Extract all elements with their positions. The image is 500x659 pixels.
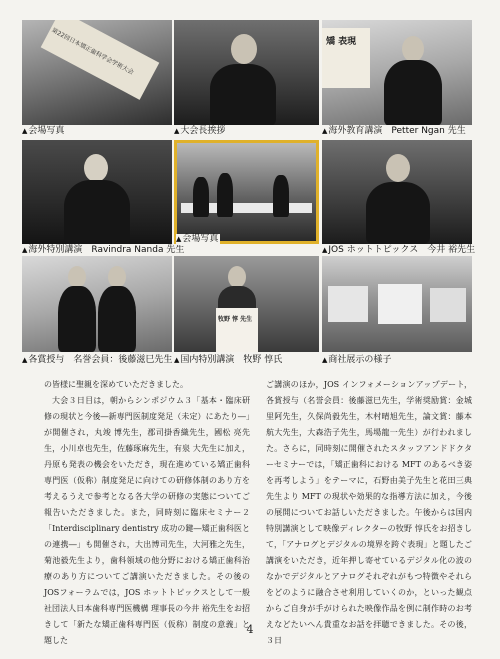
venue-banner	[41, 20, 160, 100]
imai-head	[386, 154, 410, 182]
photo-cell-nanda	[22, 140, 185, 260]
exhibit-booth-2	[378, 284, 422, 324]
body-left-p1: の皆様に聖親を深めていただきました。	[44, 380, 188, 389]
caption-award: ▲各賞授与 名誉会員：後藤滋巳先生	[22, 355, 173, 365]
makino-podium-text: 牧野 惇 先生	[218, 316, 253, 323]
caption-ngan: ▲海外教育講演 Petter Ngan 先生	[322, 126, 466, 136]
body-column-left	[44, 377, 250, 649]
nanda-body	[64, 180, 130, 244]
hall-person-2	[217, 173, 233, 217]
ngan-photo	[322, 20, 472, 125]
award-photo	[22, 256, 172, 352]
award-person-2	[98, 286, 136, 352]
nanda-head	[84, 154, 108, 182]
photo-cell-makino	[174, 256, 319, 376]
president-body	[210, 64, 276, 125]
makino-head	[228, 266, 246, 288]
hall-person-3	[273, 175, 289, 217]
body-right-p1: ご講演のほか，JOS インフォメーションアップデート，各賞授与（名誉会員：後藤滋巳先生，学術奨励賞：金城里阿先生，久保尚毅先生，木村晴旭先生，論文賞：藤本航大先生，大森浩子先生，馬場龍一先生）が行われました。さらに，同時刻に開催されたスタッフアンドドクターセミナーでは，「矯正歯科における MFT のあるべき姿を再考しよう」をテーマに，石野由美子先生と花田三典先生より MFT の現状や効果的な指導方法に加え，今後の展開についてお話しいただきました。午後からは国内特別講演として映像ディレクターの牧野 惇氏をお招きして，「アナログとデジタルの境界を跨ぐ表現」と題したご講演をいただき，近年押し寄せているデジタル化の波のなかでデジタルとアナログそれぞれがもつ特徴やそれらをどのように融合させ利用していくのか，といった観点からご自身が手がけられた映像作品を例に制作時のお考えなどたいへん貴重なお話を拝聴できました。その後，３日	[266, 380, 472, 645]
photo-cell-venue	[22, 20, 172, 140]
makino-photo	[174, 256, 319, 352]
photo-cell-imai	[322, 140, 476, 260]
award-head-1	[68, 266, 86, 288]
award-head-2	[108, 266, 126, 288]
ngan-screen	[322, 28, 370, 88]
caption-hall: ▲会場写真	[176, 234, 219, 244]
body-column-right	[266, 377, 472, 649]
caption-president: ▲大会長挨拶	[174, 126, 226, 136]
photo-cell-president	[174, 20, 319, 140]
exhibit-booth-3	[430, 288, 466, 322]
exhibit-photo	[322, 256, 472, 352]
venue-banner-text: 第22回日本矯正歯科学会学術大会	[50, 26, 135, 77]
imai-photo	[322, 140, 472, 244]
venue-photo	[22, 20, 172, 125]
exhibit-booth-1	[328, 286, 368, 322]
ngan-body	[384, 60, 442, 125]
hall-photo[interactable]	[174, 140, 319, 244]
photo-cell-ngan	[322, 20, 472, 140]
makino-podium	[216, 308, 258, 352]
photo-cell-award	[22, 256, 172, 376]
caption-exhibit: ▲商社展示の様子	[322, 355, 392, 365]
caption-makino: ▲国内特別講演 牧野 惇氏	[174, 355, 283, 365]
ngan-screen-text: 矯 表現	[326, 37, 357, 47]
nanda-photo	[22, 140, 172, 244]
hall-person-1	[193, 177, 209, 217]
caption-imai: ▲JOS ホットトピックス 今井 裕先生	[322, 245, 476, 255]
imai-body	[366, 182, 430, 244]
award-person-1	[58, 286, 96, 352]
photo-cell-hall	[174, 140, 319, 244]
president-photo	[174, 20, 319, 125]
photo-cell-exhibit	[322, 256, 472, 376]
body-left-p2: 大会３日目は，朝からシンポジウム３「基本・臨床研修の現状と今後―新専門医制度発足（未定）にあたり―」が開催され，丸竣 博先生，郡司掛香織先生，國松 亮先生，小川卓也先生，佐藤琢麻先生，有泉 大先生に加え，丹原も発表の機会をいただき，現在進めている矯正歯科専門医（仮称）制度発足に向けての研修体制のあり方を考えるうえで参考となる各大学の研修の実態についてご報告いただきました。また，同時刻に臨床セミナー２「Interdisciplinary dentistry 成功の鍵―矯正歯科医との連携―」も開催され，大出博司先生，大河雅之先生，菊池毅先生より，歯科領域の他分野における矯正歯科治療のあり方についてご講演いただきました。その後のJOSフォーラムでは，JOS ホットトピックスとして一般社団法人日本歯科専門医機構 理事長の今井 裕先生をお招きして「新たな矯正歯科専門医（仮称）制度の意義」と題した	[44, 396, 250, 645]
caption-venue: ▲会場写真	[22, 126, 65, 136]
president-head	[231, 34, 257, 64]
ngan-head	[402, 36, 424, 62]
page-number: 4	[246, 623, 254, 636]
caption-nanda: ▲海外特別講演 Ravindra Nanda 先生	[22, 245, 185, 255]
